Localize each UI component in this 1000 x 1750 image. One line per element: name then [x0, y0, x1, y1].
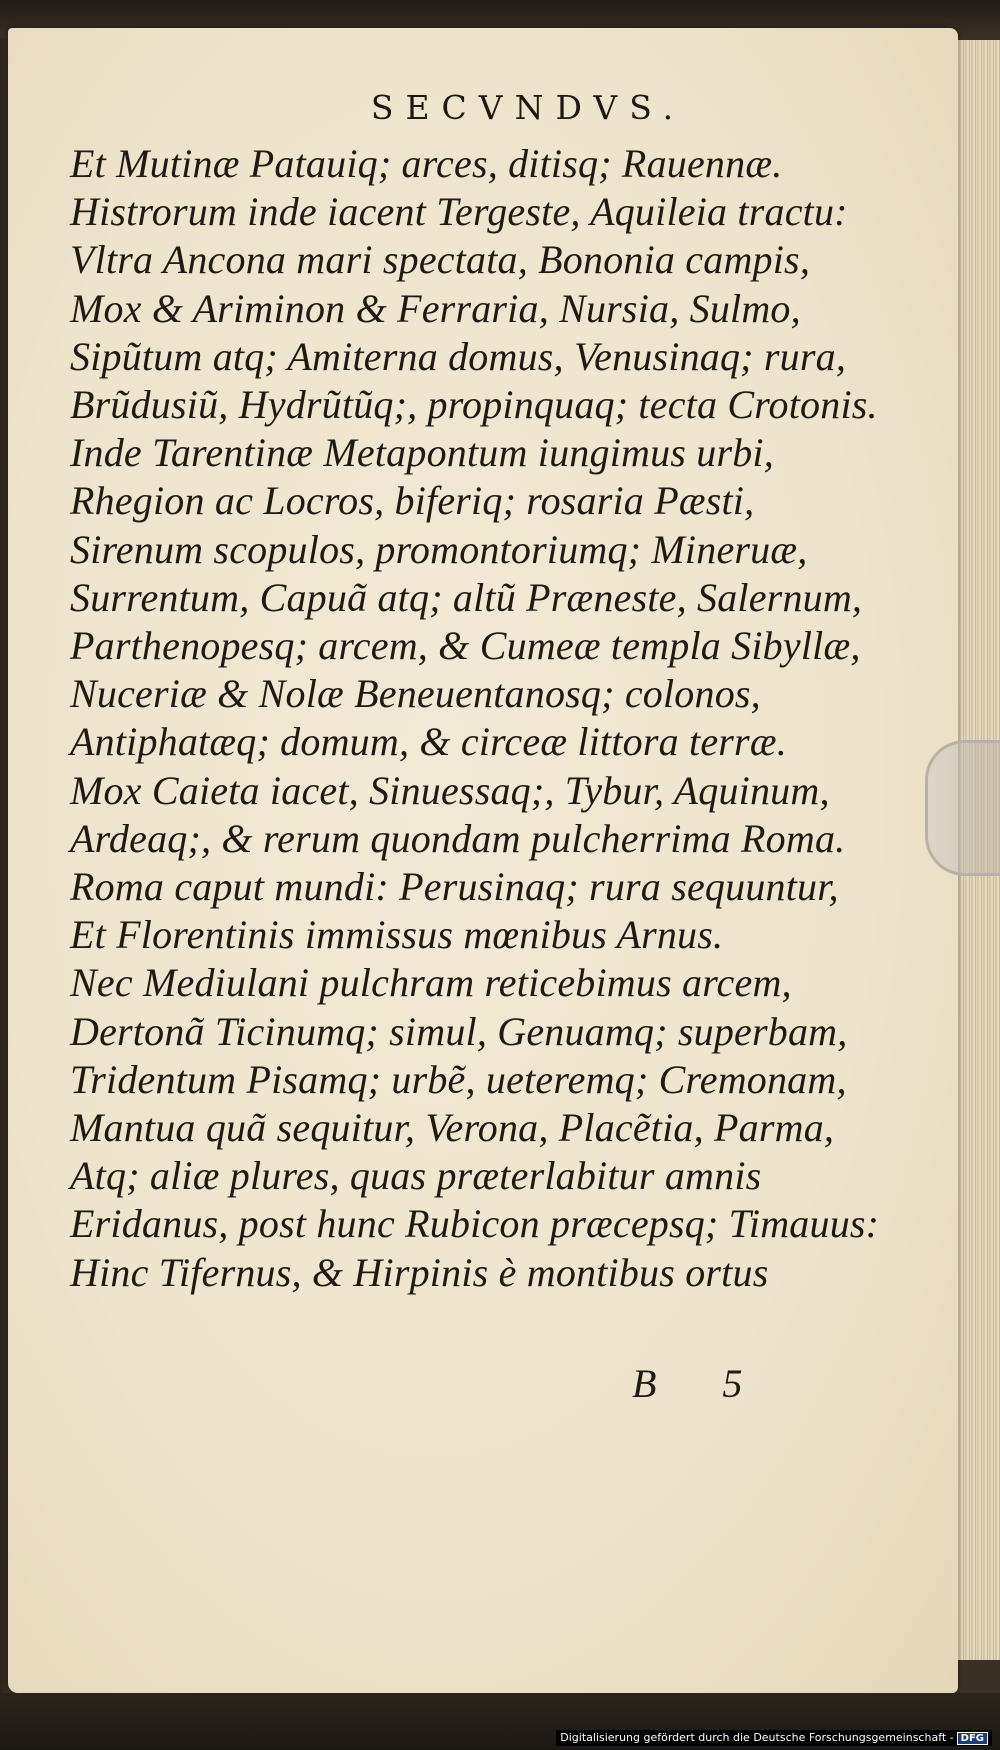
text-line: Nuceriæ & Nolæ Beneuentanosq; colonos,	[70, 671, 761, 717]
text-line: Et Mutinæ Patauiq; arces, ditisq; Rauennæ.	[70, 141, 783, 186]
text-line: Antiphatæq; domum, & circeæ littora terræ.	[70, 719, 787, 765]
text-line: Tridentum Pisamq; urbẽ, ueteremq; Cremonam,	[70, 1056, 847, 1102]
text-line: Brũdusiũ, Hydrũtũq;, propinquaq; tecta Crotonis.	[70, 382, 878, 428]
signature-mark: B 5	[632, 1361, 771, 1406]
text-line: Histrorum inde iacent Tergeste, Aquileia tractu:	[70, 189, 848, 235]
dfg-logo: DFG	[957, 1732, 988, 1745]
text-line: Ardeaq;, & rerum quondam pulcherrima Roma.	[70, 815, 846, 861]
text-line: Atq; aliæ plures, quas præterlabitur amnis	[70, 1153, 762, 1199]
poem-text	[70, 140, 900, 1297]
text-line: Et Florentinis immissus mœnibus Arnus.	[70, 912, 724, 958]
text-line: Roma caput mundi: Perusinaq; rura sequuntur,	[70, 864, 839, 910]
text-line: Mox & Ariminon & Ferraria, Nursia, Sulmo,	[70, 285, 801, 331]
text-line: Nec Mediulani pulchram reticebimus arcem,	[70, 960, 792, 1006]
text-line: Rhegion ac Locros, biferiq; rosaria Pæsti,	[70, 478, 755, 524]
text-line: Vltra Ancona mari spectata, Bononia campis,	[70, 237, 811, 283]
text-line: Eridanus, post hunc Rubicon præcepsq; Timauus:	[70, 1201, 880, 1247]
page-clip	[925, 740, 1000, 876]
text-line: Mantua quã sequitur, Verona, Placẽtia, Parma,	[70, 1105, 835, 1151]
running-title: SECVNDVS.	[370, 88, 686, 127]
text-line: Surrentum, Capuã atq; altũ Præneste, Salernum,	[70, 574, 863, 620]
text-line: Parthenopesq; arcem, & Cumeæ templa Sibyllæ,	[70, 623, 861, 669]
bottom-dark-band	[0, 1693, 1000, 1750]
digitization-credit	[556, 1730, 992, 1746]
text-line: Dertonã Ticinumq; simul, Genuamq; superbam,	[70, 1008, 848, 1054]
credit-text: Digitalisierung gefördert durch die Deutsche Forschungsgemeinschaft -	[560, 1731, 954, 1744]
text-line: Mox Caieta iacet, Sinuessaq;, Tybur, Aquinum,	[70, 767, 830, 813]
text-line: Sirenum scopulos, promontoriumq; Mineruæ,	[70, 526, 808, 572]
text-line: Hinc Tifernus, & Hirpinis è montibus ortus	[70, 1249, 769, 1295]
text-line: Sipũtum atq; Amiterna domus, Venusinaq; rura,	[70, 333, 847, 379]
text-line: Inde Tarentinæ Metapontum iungimus urbi,	[70, 430, 774, 476]
